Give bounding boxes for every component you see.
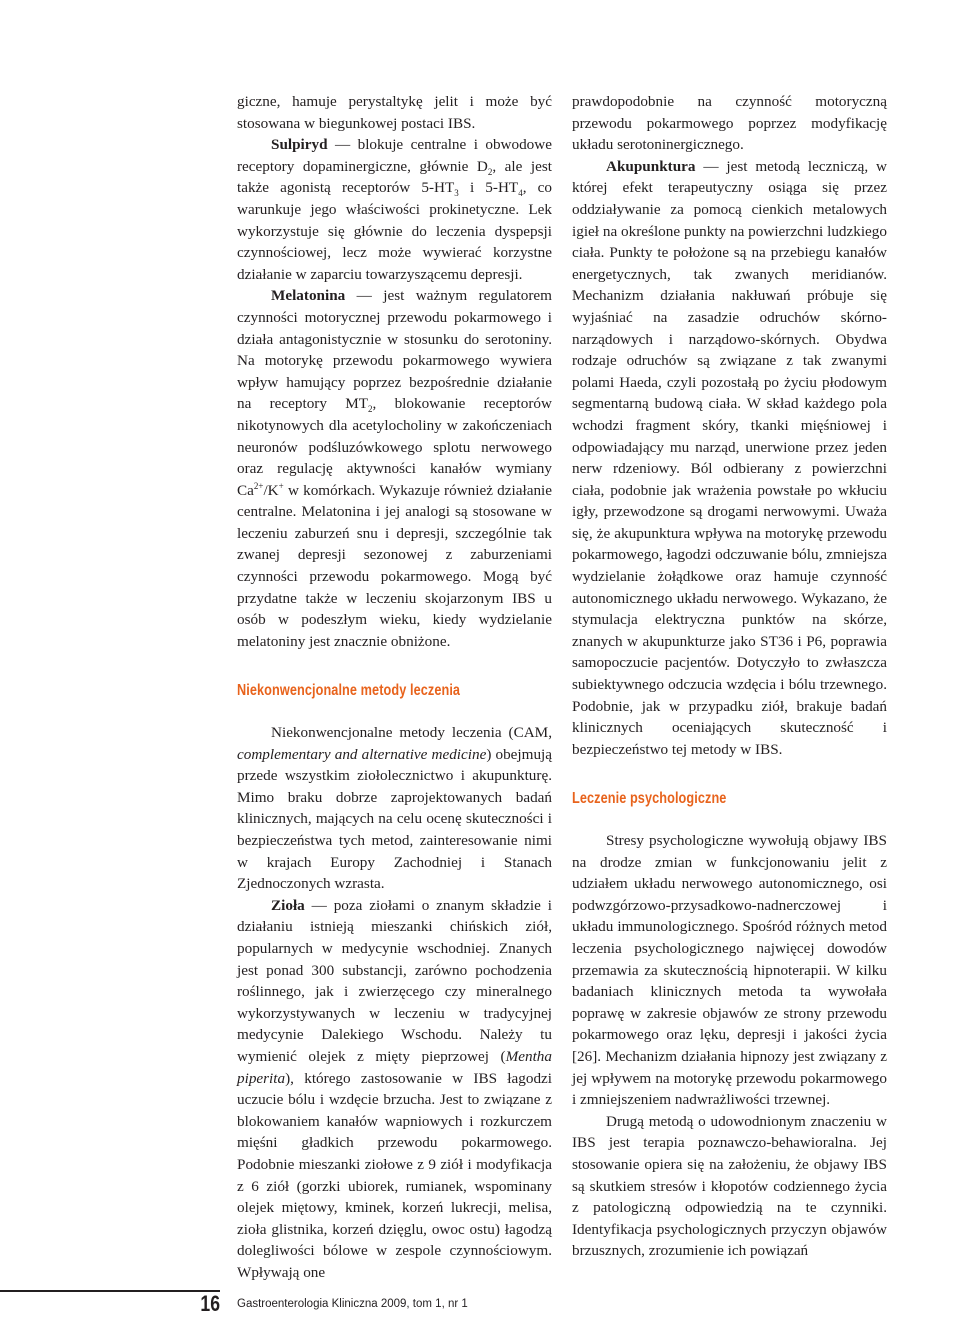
footer-rule xyxy=(0,1290,220,1292)
paragraph-druga-metoda: Drugą metodą o udowodnionym znaczeniu w IBS jest terapia poznawczo-behawioralna. Jej stosowanie opiera się na założeniu, że objawy IBS są skutkiem stresów i kłopotów codziennego życia z patologiczną odpowiedzią na te czynniki. Identyfikacja psychologicznych przyczyn objawów brzusznych, zrozumienie ich powiązań xyxy=(572,1112,887,1260)
paragraph-stresy: Stresy psychologiczne wywołują objawy IBS na drodze zmian w funkcjonowaniu jelit z udziałem układu nerwowego autonomicznego, osi podwzgórzowo-przysadkowo-nadnerczowej i układu immunologicznego. Spośród różnych metod leczenia psychologicznego najwięcej dowodów przemawia za skutecznością hipnoterapii. W kilku badaniach klinicznych metoda ta wywołała poprawę w zakresie objawów ze strony przewodu pokarmowego oraz lęku, depresji i jakości życia [26]. Mechanizm działania hipnozy jest związany z jej wpływem na motorykę przewodu pokarmowego i zmniejszeniem nadwrażliwości trzewnej. xyxy=(572,832,887,1109)
section-heading-cam: Niekonwencjonalne metody leczenia xyxy=(237,682,461,700)
section-heading-psychologiczne: Leczenie psychologiczne xyxy=(572,790,727,808)
paragraph-cam: Niekonwencjonalne metody leczenia (CAM, complementary and alternative medicine) obejmują przede wszystkim ziołolecznictwo i akupunkturę. Mimo braku dobrze zaprojektowanych badań klinicznych, mających na celu ocenę skuteczności i bezpieczeństwa tych metod, zainteresowanie nimi w krajach Europy Zachodniej i Stanach Zjednoczonych wzrasta. xyxy=(237,724,553,893)
left-column xyxy=(237,91,552,1283)
paragraph-ziola: Zioła — poza ziołami o znanym składzie i działaniu istnieją mieszanki chińskich ziół, popularnych w medycynie wschodniej. Znanych jest ponad 300 substancji, zarówno pochodzenia roślinnego, jak i zwierzęcego czy mineralnego wykorzystywanych w leczeniu w tradycyjnej medycynie Dalekiego Wschodu. Należy tu wymienić olejek z mięty pieprzowej (Mentha piperita), którego zastosowanie w IBS łagodzi uczucie bólu i wzdęcie brzucha. Jest to związane z blokowaniem kanałów wapniowych i rozkurczem mięśni gładkich przewodu pokarmowego. Podobnie mieszanki ziołowe z 9 ziół i modyfikacja z 6 ziół (gorzki ubiorek, rumianek, wspominany olejek miętowy, kminek, korzeń lukrecji, melisa, zioła glistnika, korzeń dzięglu, owoc ostu) łagodzą dolegliwości bólowe w zespole czynnościowym. Wpływają one xyxy=(237,896,552,1281)
paragraph-akupunktura: Akupunktura — jest metodą leczniczą, w której efekt terapeutyczny osiąga się przez oddziaływanie za pomocą cienkich metalowych igieł na określone punkty na powierzchni ludzkiego ciała. Punkty te położone są na przebiegu kanałów energetycznych, tak zwanych meridianów. Mechanizm działania nakłuwań próbuje się wyjaśniać na zasadzie odruchów skórno-narządowych i narządowo-skórnych. Obydwa rodzaje odruchów są związane z tak zwanymi polami Haeda, czyli pozostałą po życiu płodowym segmentarną budową ciała. W skład każdego pola wchodzi fragment skóry, tkanki mięśniowej i odpowiadający mu narząd, unerwione przez jeden nerw rdzeniowy. Ból odbierany z powierzchni ciała, podobnie jak wrażenia powstałe po wkłuciu igły, przewodzone są drogami nerwowymi. Uważa się, że akupunktura wpływa na motorykę przewodu pokarmowego, łagodzi odczuwanie bólu, zmniejsza wydzielanie żołądkowe oraz hamuje czynność autonomicznego układu nerwowego. Wykazano, że stymulacja elektryczna punktów na skórze, znanych w akupunkturze jako ST36 i P6, poprawia samopoczucie pacjentów. Dotyczyło to zwłaszcza subiektywnego odczucia wzdęcia i bólu trzewnego. Podobnie, jak w przypadku ziół, brakuje badań klinicznych oceniających skuteczność i bezpieczeństwo tej metody w IBS. xyxy=(572,157,887,758)
journal-citation: Gastroenterologia Kliniczna 2009, tom 1, nr 1 xyxy=(237,1298,468,1310)
term-akupunktura: Akupunktura xyxy=(606,157,696,175)
term-ziola: Zioła xyxy=(271,896,305,914)
paragraph-intro: giczne, hamuje perystaltykę jelit i może być stosowana w biegunkowej postaci IBS. xyxy=(237,93,552,132)
paragraph-continuation: prawdopodobnie na czynność motoryczną przewodu pokarmowego poprzez modyfikację układu serotoninergicznego. xyxy=(572,93,887,154)
page-number: 16 xyxy=(200,1291,220,1316)
term-sulpiryd: Sulpiryd xyxy=(271,136,328,154)
paragraph-melatonina: Melatonina — jest ważnym regulatorem czynności motorycznej przewodu pokarmowego i działa antagonistycznie w stosunku do serotoniny. Na motorykę przewodu pokarmowego wywiera wpływ hamujący poprzez bezpośrednie działanie na receptory $MT_2$, blokowanie receptorów nikotynowych dla acetylocholiny w zakończeniach neuronów podśluzówkowego splotu nerwowego oraz regulację aktywności kanałów wymiany $Ca^{2+}/K^+$ w komórkach. Wykazuje również działanie centralne. Melatonina i jej analogi są stosowane w leczeniu zaburzeń snu i depresji, szczególnie tak zwanej depresji sezonowej z zaburzeniami czynności przewodu pokarmowego. Mogą być przydatne także w leczeniu skojarzonym IBS u osób w podeszłym wieku, kiedy wydzielanie melatoniny jest znacznie obniżone. xyxy=(237,287,552,650)
right-column xyxy=(572,91,887,1262)
term-melatonina: Melatonina xyxy=(271,287,346,305)
paragraph-sulpiryd: Sulpiryd — blokuje centralne i obwodowe receptory dopaminergiczne, głównie $D_2$, ale jest także agonistą receptorów $5-HT_3$ i $5-HT_4$, co warunkuje jego właściwości prokinetyczne. Lek wykorzystuje się głównie do leczenia dyspepsji czynnościowej, lecz może wywierać korzystne działanie w zaparciu towarzyszącemu depresji. xyxy=(237,136,552,283)
